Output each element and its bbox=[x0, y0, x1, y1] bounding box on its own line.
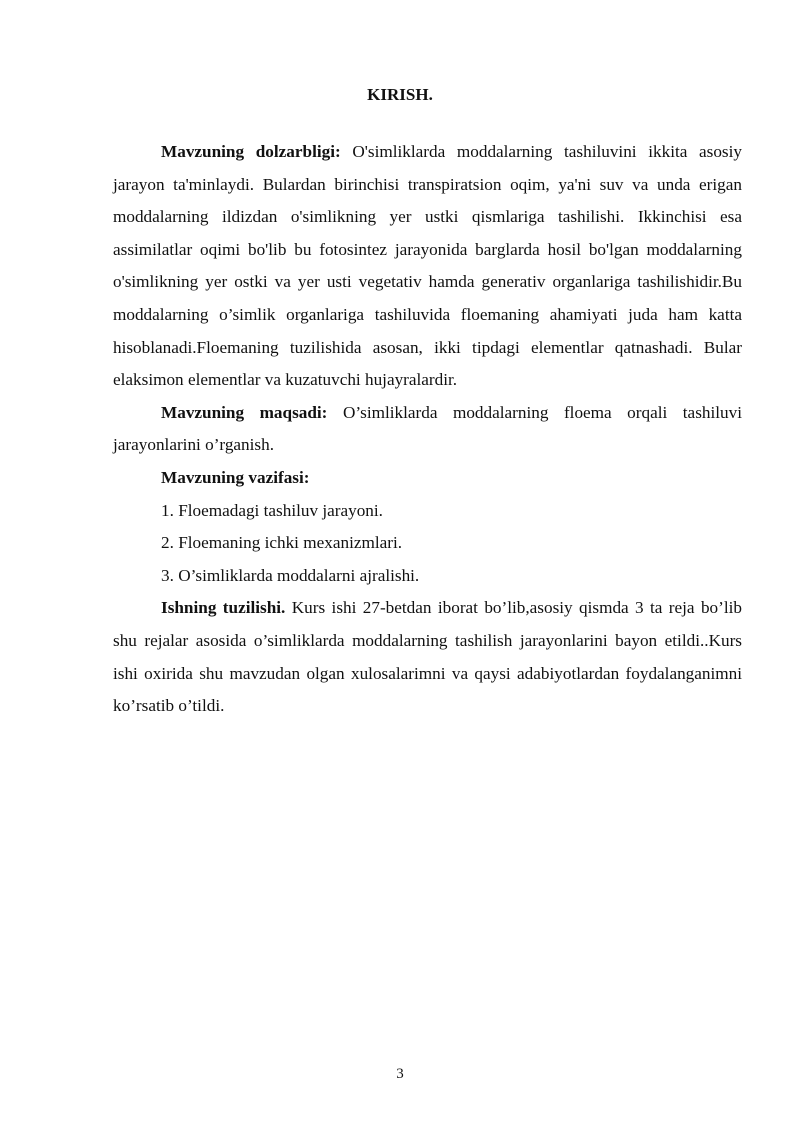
list-item: 2. Floemaning ichki mexanizmlari. bbox=[161, 533, 403, 553]
vazifasi-label: Mavzuning vazifasi: bbox=[161, 467, 310, 487]
dolzarbligi-label: Mavzuning dolzarbligi: bbox=[161, 142, 341, 161]
tuzilishi-label: Ishning tuzilishi. bbox=[161, 598, 286, 618]
tuzilishi-text: Kurs ishi 27-betdan iborat bo’lib,asosiy qismda 3 ta reja bo’lib shu rejalar asosida o’simliklarda moddalarning tashilish jarayonlarini bayon etildi..Kurs ishi oxirida shu mavzudan olgan xulosalarimni va qaysi adabiyotlardan foydalanganimni ko’rsatib o’tildi. bbox=[113, 598, 742, 716]
list-item: 3. O’simliklarda moddalarni ajralishi. bbox=[161, 565, 420, 585]
maqsadi-label: Mavzuning maqsadi: bbox=[161, 402, 328, 422]
vazifasi-heading bbox=[113, 462, 742, 495]
page-number: 3 bbox=[396, 1066, 404, 1082]
document-body bbox=[113, 136, 742, 723]
dolzarbligi-text: O'simliklarda moddalarning tashiluvini ikkita asosiy jarayon ta'minlaydi. Bulardan birinchisi transpiratsion oqim, ya'ni suv va unda erigan moddalarning ildizdan o'simlikning yer ustki qismlariga tashilishi. Ikkinchisi esa assimilatlar oqimi bo'lib bu fotosintez jarayonida barglarda hosil bo'lgan moddalarning o'simlikning yer ostki va yer usti vegetativ hamda generativ organlariga tashilishidir.Bu moddalarning o’simlik organlariga tashiluvida floemaning ahamiyati juda ham katta hisoblanadi.Floemaning tuzilishida asosan, ikki tipdagi elementlar qatnashadi. Bular elaksimon elementlar va kuzatuvchi hujayralardir. bbox=[113, 142, 742, 390]
paragraph-tuzilishi bbox=[113, 592, 742, 722]
page-title: KIRISH. bbox=[367, 85, 433, 104]
paragraph-maqsadi bbox=[113, 397, 742, 462]
paragraph-dolzarbligi bbox=[113, 136, 742, 397]
maqsadi-text: O’simliklarda moddalarning floema orqali tashiluvi jarayonlarini o’rganish. bbox=[113, 402, 742, 455]
list-item: 1. Floemadagi tashiluv jarayoni. bbox=[161, 500, 383, 520]
